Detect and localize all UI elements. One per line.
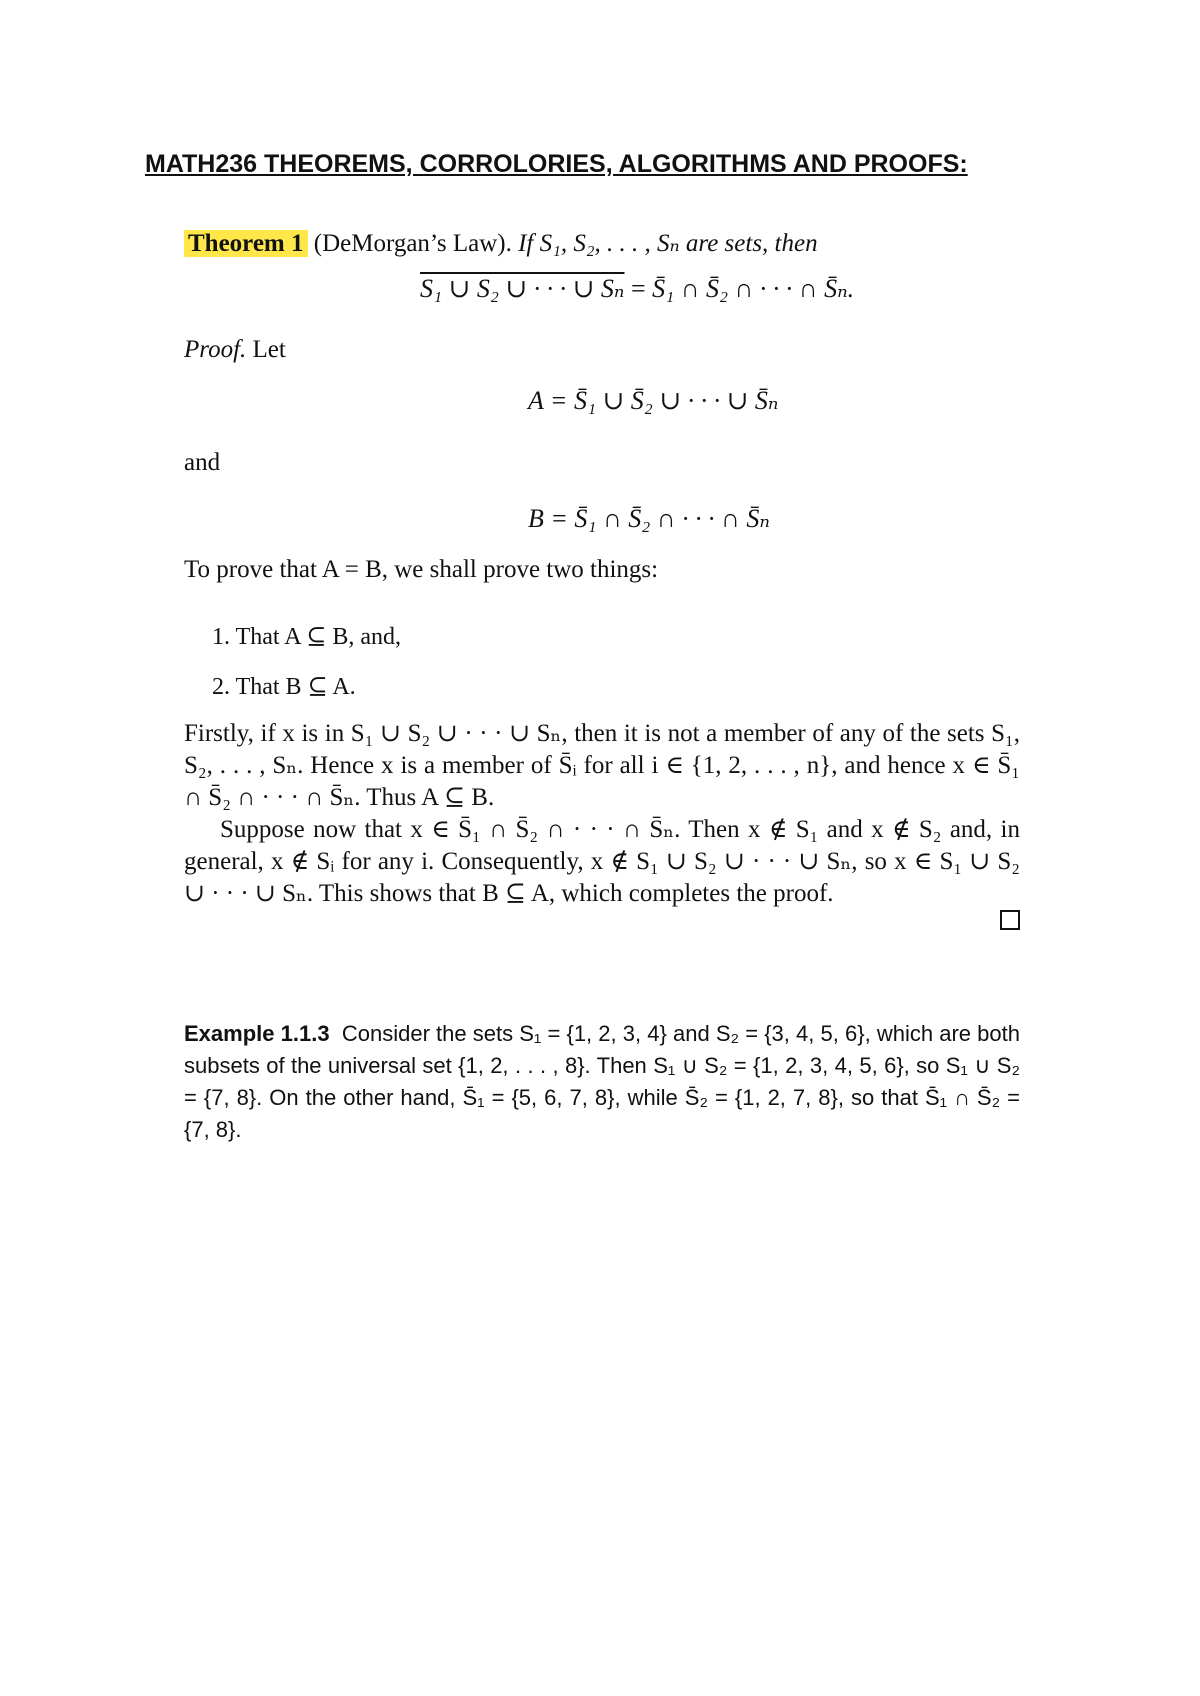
- theorem-statement: If S₁, S₂, . . . , Sₙ are sets, then: [518, 230, 818, 257]
- proof-paragraph-firstly-text: Firstly, if x is in S₁ ∪ S₂ ∪ · · · ∪ Sₙ, then it is not a member of any of the sets S₁, S₂, . . . , Sₙ. Hence x is a member of S̄ᵢ for all i ∈ {1, 2, . . . , n}, and hence x ∈ S̄₁ ∩ S̄₂ ∩ · · · ∩ S̄ₙ. Thus A ⊆ B.: [184, 720, 1020, 811]
- example-paragraph: [184, 1018, 1020, 1146]
- example-text: Consider the sets S₁ = {1, 2, 3, 4} and S₂ = {3, 4, 5, 6}, which are both subsets of the universal set {1, 2, . . . , 8}. Then S₁ ∪ S₂ = {1, 2, 3, 4, 5, 6}, so S₁ ∪ S₂ = {7, 8}. On the other hand, S̄₁ = {5, 6, 7, 8}, while S̄₂ = {1, 2, 7, 8}, so that S̄₁ ∩ S̄₂ = {7, 8}.: [184, 1021, 1020, 1142]
- equation-a: A = S̄₁ ∪ S̄₂ ∪ · · · ∪ S̄ₙ: [528, 386, 779, 415]
- page-title: MATH236 THEOREMS, CORROLORIES, ALGORITHMS AND PROOFS:: [145, 150, 968, 178]
- list-item: 2. That B ⊆ A.: [212, 674, 356, 700]
- proof-label: Proof.: [184, 336, 247, 363]
- theorem-name: (DeMorgan’s Law).: [313, 230, 512, 257]
- theorem-equation-lhs: S₁ ∪ S₂ ∪ · · · ∪ Sₙ: [420, 274, 625, 303]
- list-item: 1. That A ⊆ B, and,: [212, 624, 401, 650]
- proof-paragraph-firstly: [184, 718, 1020, 814]
- theorem-equation-rhs: S̄₁ ∩ S̄₂ ∩ · · · ∩ S̄ₙ.: [652, 274, 855, 303]
- theorem-equation-equals: =: [624, 274, 653, 303]
- and-word: and: [184, 449, 221, 476]
- theorem-heading: [184, 228, 1020, 260]
- qed-square-icon: [1000, 910, 1020, 930]
- equation-b: B = S̄₁ ∩ S̄₂ ∩ · · · ∩ S̄ₙ: [528, 504, 770, 533]
- proof-paragraph-suppose-text: Suppose now that x ∈ S̄₁ ∩ S̄₂ ∩ · · · ∩ S̄ₙ. Then x ∉ S₁ and x ∉ S₂ and, in general, x ∉ Sᵢ for any i. Consequently, x ∉ S₁ ∪ S₂ ∪ · · · ∪ Sₙ, so x ∈ S₁ ∪ S₂ ∪ · · · ∪ Sₙ. This shows that B ⊆ A, which completes the proof.: [184, 816, 1020, 907]
- theorem-equation: [420, 274, 854, 304]
- example-label: Example 1.1.3: [184, 1021, 330, 1046]
- proof-intro: [184, 334, 1020, 366]
- proof-let-word: Let: [252, 336, 286, 363]
- theorem-label: Theorem 1: [184, 230, 308, 257]
- proof-steps-list: [212, 622, 401, 722]
- proof-paragraph-suppose: [184, 814, 1020, 910]
- to-prove-sentence: To prove that A = B, we shall prove two things:: [184, 556, 659, 583]
